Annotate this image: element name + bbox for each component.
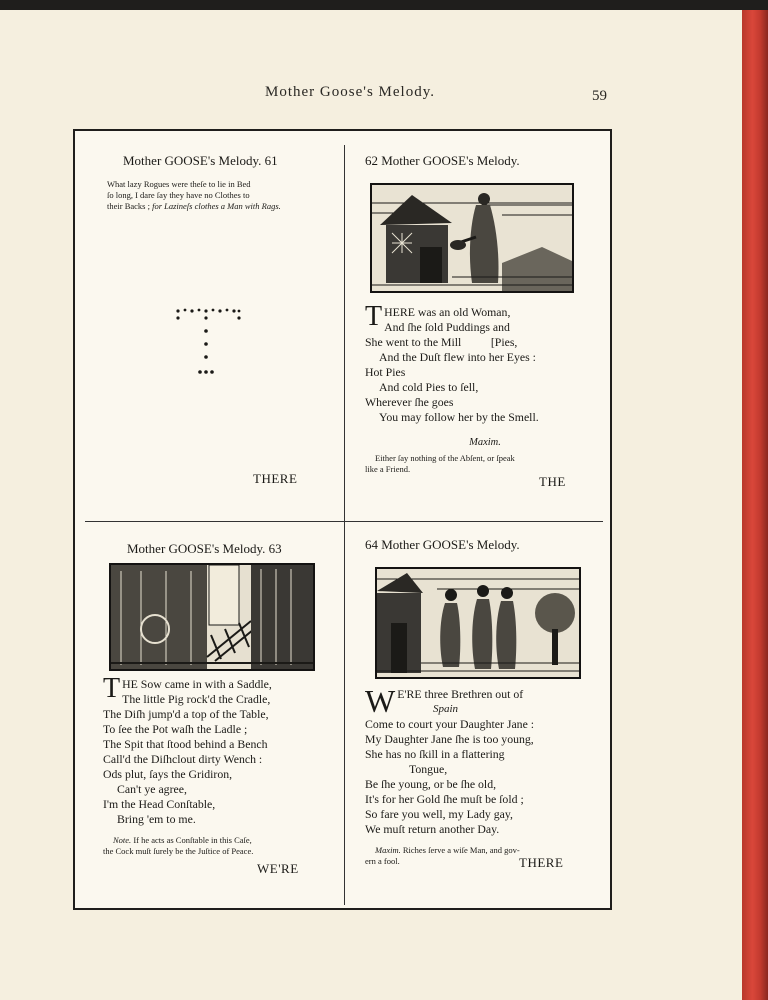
panel-63 [127, 541, 337, 557]
verse-line: Bring 'em to me. [117, 812, 196, 826]
verse-line: And cold Pies to ſell, [379, 380, 479, 394]
text-italic: for Lazineſs clothes a Man with Rags. [152, 201, 281, 211]
ornament-dots [173, 307, 243, 379]
catchword: THE [539, 474, 566, 489]
page-number: 59 [592, 88, 607, 104]
panel-62-verse [365, 301, 605, 475]
maxim-text: Either ſay nothing of the Abſent, or ſpeak [375, 453, 515, 463]
panel-64 [365, 537, 605, 553]
verse-line: HE Sow came in with a Saddle, [122, 677, 272, 691]
verse-line: HERE was an old Woman, [384, 305, 511, 319]
maxim-text: ern a fool. [365, 856, 400, 866]
note-text: the Cock muſt ſurely be the Juſtice of Peace. [103, 846, 254, 856]
page-edge-red [742, 10, 768, 1000]
verse-line: It's for her Gold ſhe muſt be ſold ; [365, 792, 524, 806]
verse-line: Tongue, [409, 762, 448, 776]
verse-line: Come to court your Daughter Jane : [365, 717, 535, 731]
woodcut-old-woman [370, 183, 574, 293]
facsimile-plate [73, 129, 612, 910]
panel-64-verse [365, 683, 605, 867]
panel-header: Mother GOOSE's Melody. 61 [123, 153, 278, 168]
catchword: THERE [519, 855, 564, 870]
verse-line: Call'd the Diſhclout dirty Wench : [103, 752, 263, 766]
verse-line: The Spit that ſtood behind a Bench [103, 737, 268, 751]
panel-header: 64 Mother GOOSE's Melody. [365, 537, 520, 552]
panel-61 [107, 153, 327, 212]
horizontal-divider [85, 521, 603, 522]
text-line: What lazy Rogues were theſe to lie in Bed [107, 179, 251, 189]
running-head: Mother Goose's Melody. [265, 84, 435, 100]
verse-line: She went to the Mill [Pies, [365, 335, 518, 349]
drop-cap: T [365, 301, 383, 332]
verse-line: My Daughter Jane ſhe is too young, [365, 732, 534, 746]
verse-line: So fare you well, my Lady gay, [365, 807, 513, 821]
verse-line: Wherever ſhe goes [365, 395, 454, 409]
maxim-text: like a Friend. [365, 464, 411, 474]
verse-line: And the Duſt flew into her Eyes : [379, 350, 536, 364]
panel-header: Mother GOOSE's Melody. 63 [127, 541, 282, 556]
panel-header: 62 Mother GOOSE's Melody. [365, 153, 520, 168]
text-line: ſo long, I dare ſay they have no Clothes to [107, 190, 250, 200]
text-line: their Backs ; [107, 201, 150, 211]
maxim-title: Maxim. [469, 437, 501, 448]
verse-line: E'RE three Brethren out of [397, 687, 524, 701]
verse-line: And ſhe ſold Puddings and [384, 320, 510, 334]
woodcut-barn [109, 563, 315, 671]
maxim-text: Riches ſerve a wiſe Man, and gov- [402, 845, 520, 855]
verse-line: The Diſh jump'd a top of the Table, [103, 707, 269, 721]
verse-line: Spain [433, 703, 459, 715]
note-text: If he acts as Conſtable in this Caſe, [133, 835, 252, 845]
verse-line: You may follow her by the Smell. [379, 410, 539, 424]
maxim-label: Maxim. [375, 845, 401, 855]
verse-line: The little Pig rock'd the Cradle, [122, 692, 271, 706]
verse-line: Can't ye agree, [117, 782, 187, 796]
woodcut-three-brethren [375, 567, 581, 679]
panel-text [107, 179, 327, 212]
drop-cap: W [365, 683, 396, 719]
verse-line: To ſee the Pot waſh the Ladle ; [103, 722, 248, 736]
catchword: WE'RE [257, 861, 299, 876]
verse-line: We muſt return another Day. [365, 822, 500, 836]
verse-line: Be ſhe young, or be ſhe old, [365, 777, 497, 791]
catchword: THERE [253, 471, 298, 486]
panel-63-verse [103, 673, 339, 857]
verse-line: Ods plut, ſays the Gridiron, [103, 767, 233, 781]
verse-line: I'm the Head Conſtable, [103, 797, 216, 811]
note-label: Note. [113, 835, 132, 845]
panel-62 [365, 153, 605, 169]
vertical-divider [344, 145, 345, 905]
verse-line: Hot Pies [365, 365, 406, 379]
verse-line: She has no ſkill in a flattering [365, 747, 505, 761]
drop-cap: T [103, 673, 121, 704]
